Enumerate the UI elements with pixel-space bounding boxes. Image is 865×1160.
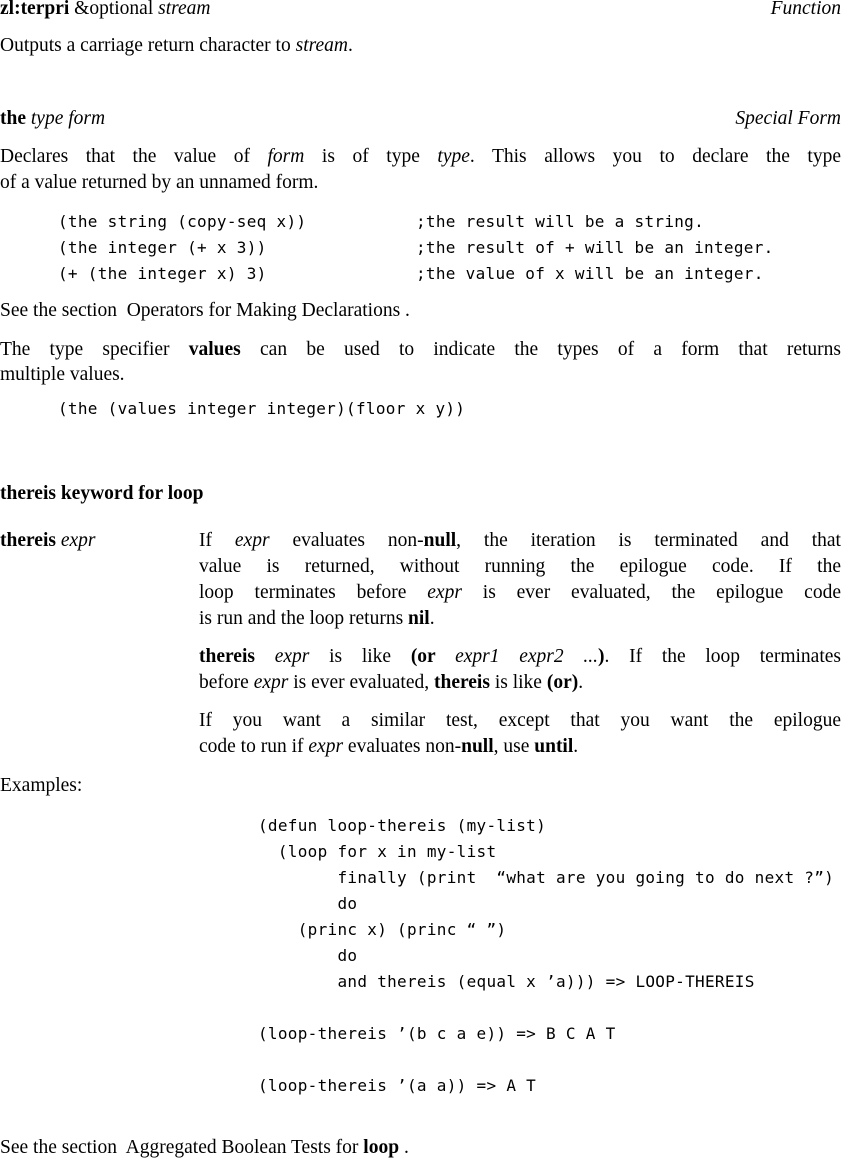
- the-code-1-comment: ;the result will be a string.: [416, 212, 705, 231]
- terpri-args-keyword: &optional: [74, 0, 154, 19]
- thereis-para1-line4: is run and the loop returns nil.: [199, 608, 435, 629]
- example-code-line-2: (loop for x in my-list: [258, 842, 497, 861]
- thereis-para2-line2: before expr is ever evaluated, thereis is like (or).: [199, 672, 584, 693]
- the-code-3: (+ (the integer x) 3): [58, 264, 267, 283]
- thereis-term: thereis expr: [0, 530, 96, 551]
- the-description-line2: of a value returned by an unnamed form.: [0, 172, 319, 193]
- thereis-heading: thereis keyword for loop: [0, 483, 204, 504]
- examples-label: Examples:: [0, 775, 83, 796]
- example-code-line-5: (princ x) (princ “ ”): [258, 920, 507, 939]
- thereis-para1-line2: value is returned, without running the epilogue code. If the: [199, 556, 841, 577]
- the-code-2: (the integer (+ x 3)): [58, 238, 267, 257]
- example-code-line-11: (loop-thereis ’(a a)) => A T: [258, 1076, 537, 1095]
- example-code-line-3: finally (print “what are you going to do next ?”): [258, 868, 835, 887]
- thereis-para3-line1: If you want a similar test, except that you want the epilogue: [199, 710, 841, 731]
- example-code-line-1: (defun loop-thereis (my-list): [258, 816, 547, 835]
- values-code: (the (values integer integer)(floor x y)): [58, 399, 466, 418]
- thereis-para1-line3: loop terminates before expr is ever evaluated, the epilogue code: [199, 582, 841, 603]
- the-see-also: See the section Operators for Making Declarations .: [0, 300, 410, 321]
- example-code-line-9: (loop-thereis ’(b c a e)) => B C A T: [258, 1024, 616, 1043]
- example-code-line-7: and thereis (equal x ’a))) => LOOP-THEREIS: [258, 972, 755, 991]
- the-code-2-comment: ;the result of + will be an integer.: [416, 238, 774, 257]
- the-code-1: (the string (copy-seq x)): [58, 212, 307, 231]
- terpri-name: zl:terpri: [0, 0, 70, 19]
- aggregated-boolean-tests-link[interactable]: Aggregated Boolean Tests for loop: [125, 1137, 400, 1158]
- operators-declarations-link[interactable]: Operators for Making Declarations: [126, 300, 401, 321]
- terpri-type: Function: [770, 0, 841, 19]
- example-code-line-6: do: [258, 946, 358, 965]
- example-code-line-4: do: [258, 894, 358, 913]
- the-signature: [0, 108, 105, 130]
- terpri-description: Outputs a carriage return character to stream.: [0, 35, 353, 56]
- terpri-signature: [0, 0, 210, 20]
- the-name: the: [0, 108, 26, 129]
- the-code-3-comment: ;the value of x will be an integer.: [416, 264, 764, 283]
- the-type: Special Form: [735, 108, 841, 129]
- the-description-line1: Declares that the value of form is of type type. This allows you to declare the type: [0, 146, 841, 167]
- values-paragraph-line2: multiple values.: [0, 364, 125, 385]
- thereis-para3-line2: code to run if expr evaluates non-null, use until.: [199, 736, 579, 757]
- thereis-para1-line1: If expr evaluates non-null, the iteration is terminated and that: [199, 530, 841, 551]
- thereis-para2-line1: thereis expr is like (or expr1 expr2 ...). If the loop terminates: [199, 646, 841, 667]
- terpri-args: stream: [158, 0, 211, 19]
- the-args: type form: [30, 108, 106, 129]
- values-paragraph-line1: The type specifier values can be used to indicate the types of a form that returns: [0, 339, 842, 360]
- thereis-see-also: See the section Aggregated Boolean Tests for loop .: [0, 1137, 409, 1158]
